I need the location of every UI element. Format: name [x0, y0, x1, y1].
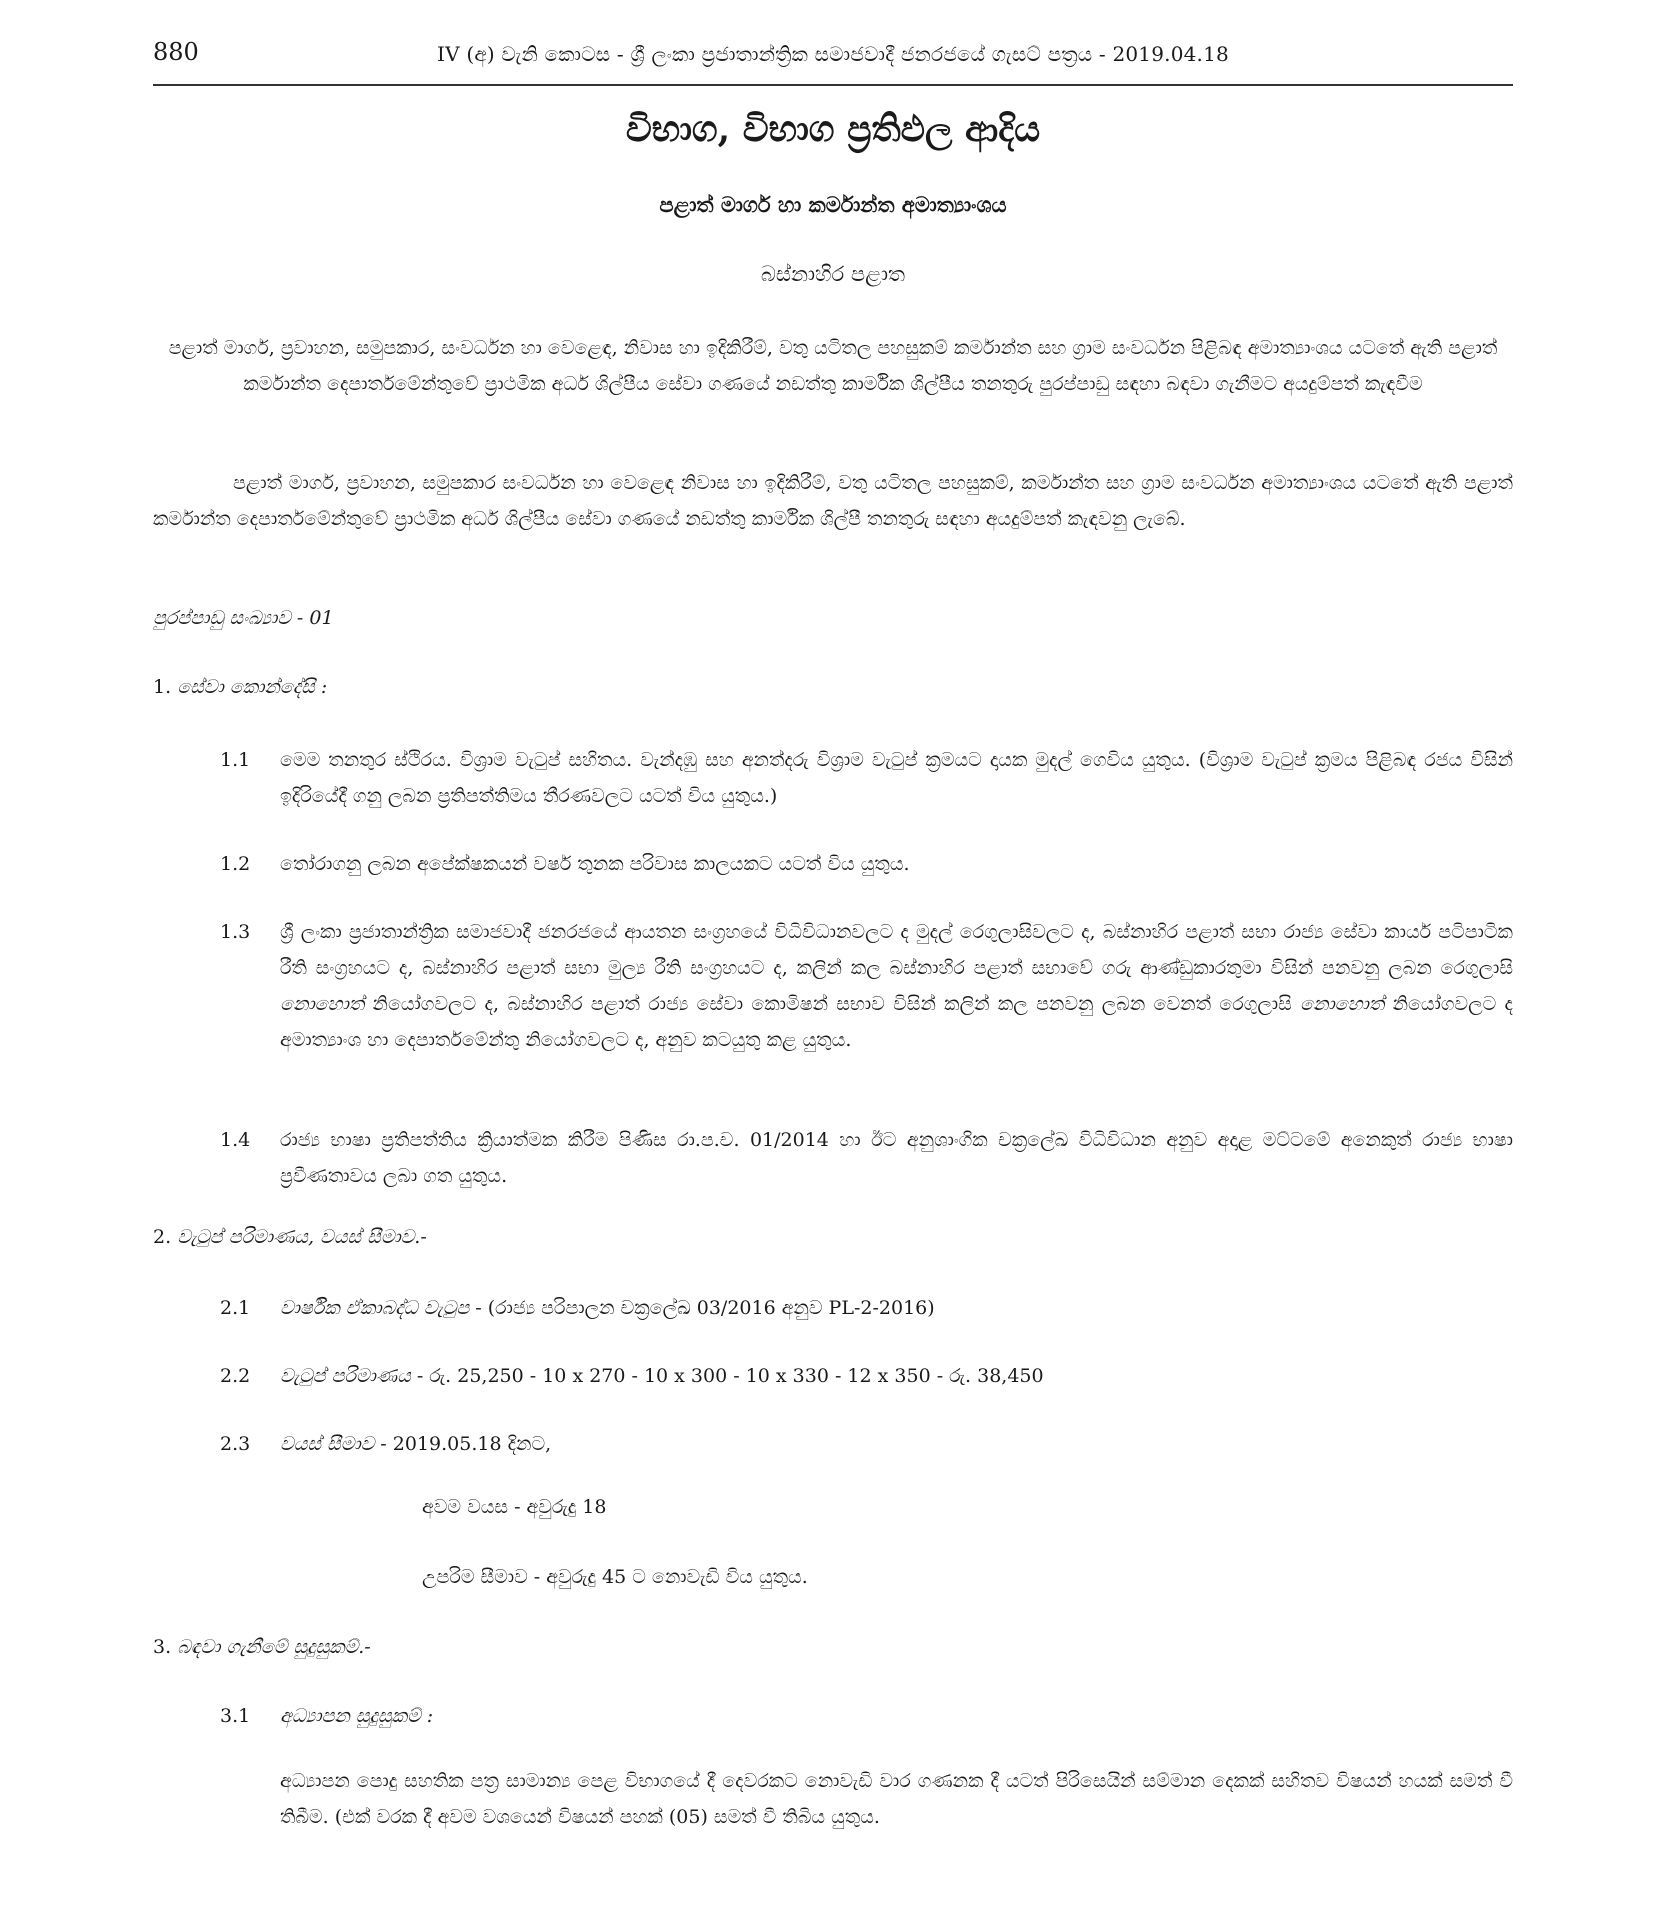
clause-value: - (රාජ්‍ය පරිපාලන චක්‍රලේඛ 03/2016 අනුව PL-2-2016) — [469, 1297, 935, 1319]
clause-number: 1.2 — [220, 853, 251, 875]
clause-number: 2.1 — [220, 1297, 251, 1319]
clause-1-2 — [220, 846, 1513, 882]
notice-heading: පළාත් මාර්ග, ප්‍රවාහන, සමුපකාර, සංවර්ධන හා වෙළෙඳ, නිවාස හා ඉදිකිරීම්, වතු යටිතල පහසුකම් කර්මාන්ත සහ ග්‍රාම සංවර්ධන පිළිබඳ අමාත්‍යාංශය යටතේ ඇති පළාත් කර්මාන්ත දෙපාර්තමේන්තුවේ ප්‍රාථමික අර්ධ ශිල්පීය සේවා ගණයේ නඩත්තු කාර්මික ශිල්පීය තනතුරු පුරප්පාඩු සඳහා බඳවා ගැනීමට අයදුම්පත් කැඳවීම — [168, 337, 1498, 395]
page-header — [153, 38, 1513, 80]
section-number: 2. — [153, 1226, 172, 1248]
clause-3-1 — [220, 1698, 1513, 1734]
section-label: සේවා කොන්දේසි : — [177, 676, 328, 698]
clause-label: වාර්ෂික ඒකාබද්ධ වැටුප — [280, 1297, 470, 1319]
clause-text — [280, 914, 1513, 1058]
clause-number: 2.2 — [220, 1365, 251, 1387]
page-number: 880 — [153, 38, 199, 66]
clause-1-1 — [220, 742, 1513, 814]
header-rule — [153, 84, 1513, 86]
section-number: 1. — [153, 676, 172, 698]
clause-number: 2.3 — [220, 1433, 251, 1455]
section-2-heading — [153, 1226, 427, 1248]
intro-paragraph: පළාත් මාර්ග, ප්‍රවාහන, සමුපකාර සංවර්ධන හා වෙළෙඳ නිවාස හා ඉදිකිරීම්, වතු යටිතල පහසුකම්, කර්මාන්ත සහ ග්‍රාම සංවර්ධන අමාත්‍යාංශය යටතේ ඇති පළාත් කර්මාන්ත දෙපාර්තමේන්තුවේ ප්‍රාථමික අර්ධ ශිල්පීය සේවා ගණයේ නඩත්තු කාර්මික ශිල්පී තනතුරු සඳහා අයදුම්පත් කැඳවනු ලැබේ. — [153, 472, 1513, 530]
age-maximum: උපරිම සීමාව - අවුරුදු 45 ට නොවැඩි විය යුතුය. — [422, 1566, 808, 1588]
clause-value: - 2019.05.18 දිනට, — [374, 1433, 552, 1455]
clause-2-3 — [220, 1426, 1513, 1462]
ministry-name: පළාත් මාර්ග හා කර්මාන්ත අමාත්‍යාංශය — [659, 192, 1007, 217]
clause-text-part: නියෝගවලට ද අමාත්‍යාංශ හා දෙපාර්තමේන්තු නියෝගවලට ද, අනුව කටයුතු කළ යුතුය. — [280, 993, 1513, 1051]
clause-text-part: නියෝගවලට ද, බස්නාහිර පළාත් රාජ්‍ය සේවා කොමිෂන් සභාව විසින් කලින් කල පනවනු ලබන වෙනත් රෙගුලාසි — [372, 993, 1292, 1015]
clause-2-2 — [220, 1358, 1513, 1394]
or-word: නොහොත් — [1300, 993, 1385, 1015]
clause-text — [280, 1698, 1513, 1734]
clause-text — [280, 1426, 1513, 1462]
age-minimum: අවම වයස - අවුරුදු 18 — [422, 1496, 607, 1518]
clause-1-4 — [220, 1122, 1513, 1194]
clause-text: තෝරාගනු ලබන අපේක්ෂකයන් වර්ෂ තුනක පරිවාස කාලයකට යටත් විය යුතුය. — [280, 853, 910, 875]
section-title: විභාග, විභාග ප්‍රතිඵල ආදිය — [625, 108, 1041, 150]
clause-label: වැටුප් පරිමාණය — [280, 1365, 411, 1387]
section-label: බඳවා ගැනීමේ සුදුසුකම්.- — [177, 1636, 371, 1658]
clause-number: 1.1 — [220, 749, 251, 771]
section-number: 3. — [153, 1636, 172, 1658]
clause-text: රාජ්‍ය භාෂා ප්‍රතිපත්තිය ක්‍රියාත්මක කිරීම පිණිස රා.ප.ච. 01/2014 හා ඊට අනුශාංගික චක්‍රලේඛ විධිවිධාන අනුව අදාළ මට්ටමේ අනෙකුත් රාජ්‍ය භාෂා ප්‍රවීණතාවය ලබා ගත යුතුය. — [280, 1129, 1513, 1187]
clause-number: 3.1 — [220, 1705, 251, 1727]
clause-text: මෙම තනතුර ස්ථිරය. විශ්‍රාම වැටුප් සහිතය. වැන්දඹු සහ අනත්දරු විශ්‍රාම වැටුප් ක්‍රමයට දායක මුදල් ගෙවිය යුතුය. (විශ්‍රාම වැටුප් ක්‍රමය පිළිබඳ රජය විසින් ඉදිරියේදී ගනු ලබන ප්‍රතිපත්තිමය තීරණවලට යටත් විය යුතුය.) — [280, 749, 1513, 807]
clause-label: වයස් සීමාව — [280, 1433, 375, 1455]
section-1-heading — [153, 676, 327, 698]
clause-2-1 — [220, 1290, 1513, 1326]
clause-number: 1.3 — [220, 921, 251, 943]
section-label: වැටුප් පරිමාණය, වයස් සීමාව.- — [177, 1226, 427, 1248]
education-requirement: අධ්‍යාපන පොදු සහතික පත්‍ර සාමාන්‍ය පෙළ විභාගයේ දී දෙවරකට නොවැඩි වාර ගණනක දී යටත් පිරිසෙයින් සම්මාන දෙකක් සහිතව විෂයන් හයක් සමත් වී තිබීම. (එක් වරක දී අවම වශයෙන් විෂයන් පහක් (05) සමත් වී තිබිය යුතුය. — [280, 1770, 1513, 1828]
clause-text — [280, 1358, 1513, 1394]
or-word: නොහොත් — [280, 993, 365, 1015]
clause-text-part: ශ්‍රී ලංකා ප්‍රජාතාන්ත්‍රික සමාජවාදී ජනරජයේ ආයතන සංග්‍රහයේ විධිවිධානවලට ද මුදල් රෙගුලාසිවලට ද, බස්නාහිර පළාත් සභා රාජ්‍ය සේවා කාර්ය පටිපාටික රීති සංග්‍රහයට ද, බස්නාහිර පළාත් සභා මුල්‍ය රීති සංග්‍රහයට ද, කලින් කල බස්නාහිර පළාත් සභාවේ ගරු ආණ්ඩුකාරතුමා විසින් පනවනු ලබන රෙගුලාසි — [280, 921, 1513, 979]
clause-number: 1.4 — [220, 1129, 251, 1151]
section-3-heading — [153, 1636, 371, 1658]
running-head: IV (අ) වැනි කොටස - ශ්‍රී ලංකා ප්‍රජාතාන්ත්‍රික සමාජවාදී ජනරජයේ ගැසට් පත්‍රය - 2019.04.18 — [437, 42, 1229, 66]
clause-1-3 — [220, 914, 1513, 1058]
vacancy-count: පුරප්පාඩු සංඛ්‍යාව - 01 — [153, 607, 334, 629]
clause-value: - රු. 25,250 - 10 x 270 - 10 x 300 - 10 x 330 - 12 x 350 - රු. 38,450 — [410, 1365, 1044, 1387]
provincial-council: බස්නාහිර පළාත — [760, 262, 906, 286]
clause-label: අධ්‍යාපන සුදුසුකම් : — [280, 1705, 434, 1727]
clause-text — [280, 1290, 1513, 1326]
